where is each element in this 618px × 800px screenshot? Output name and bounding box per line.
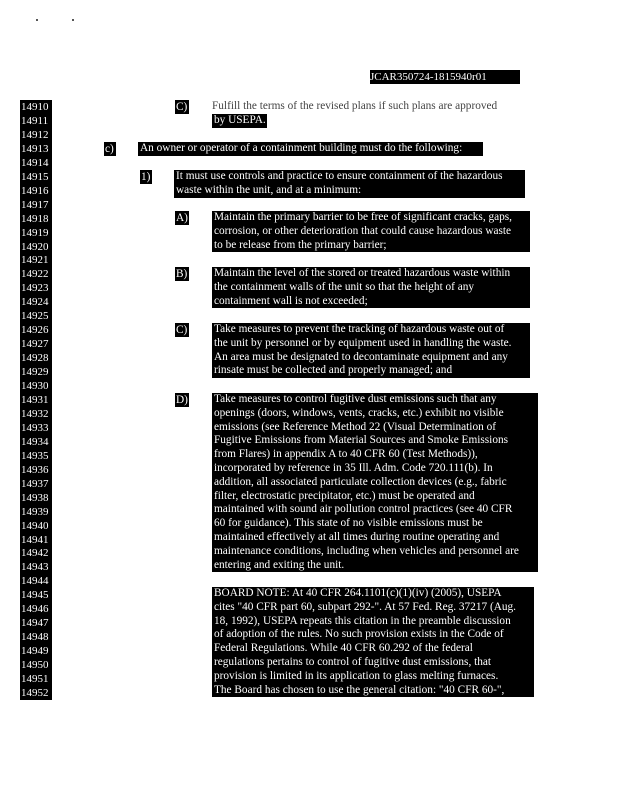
item-D-line-3: emissions (see Reference Method 22 (Visual Determination of: [214, 420, 496, 433]
line-number: 14910: [20, 100, 52, 114]
item-B-block: [212, 267, 530, 308]
item-1-block: [174, 170, 525, 198]
line-number: 14922: [20, 267, 52, 281]
line-number: 14952: [20, 686, 52, 700]
item-1-line-2: waste within the unit, and at a minimum:: [176, 183, 362, 196]
item-D-line-1: Take measures to control fugitive dust emissions such that any: [214, 393, 497, 405]
item-D-line-4: Fugitive Emissions from Material Sources and Smoke Emissions: [214, 434, 509, 447]
line-number: 14913: [20, 142, 52, 156]
item-B-line-3: containment wall is not exceeded;: [214, 294, 368, 307]
line-number: 14942: [20, 546, 52, 560]
board-note-line-2: cites "40 CFR part 60, subpart 292-". At 57 Fed. Reg. 37217 (Aug.: [214, 600, 516, 613]
line-number: 14912: [20, 128, 52, 142]
line-number: 14941: [20, 533, 52, 547]
line-number: 14949: [20, 644, 52, 658]
item-1-line-1: It must use controls and practice to ensure containment of the hazardous: [176, 170, 503, 182]
line-number: 14915: [20, 170, 52, 184]
line-number: 14926: [20, 323, 52, 337]
item-C-line-3: An area must be designated to decontaminate equipment and any: [214, 350, 508, 363]
item-c-text: An owner or operator of a containment building must do the following:: [138, 142, 483, 156]
line-number: 14933: [20, 421, 52, 435]
line-number: 14946: [20, 602, 52, 616]
line-number: 14920: [20, 240, 52, 254]
item-marker-c: c): [104, 142, 116, 156]
line-number: 14951: [20, 672, 52, 686]
item-D-line-2: openings (doors, windows, vents, cracks, etc.) exhibit no visible: [214, 406, 504, 419]
line-number: 14945: [20, 588, 52, 602]
line-number: 14916: [20, 184, 52, 198]
item-A-line-1: Maintain the primary barrier to be free of significant cracks, gaps,: [214, 211, 512, 223]
item-A-line-2: corrosion, or other deterioration that could cause hazardous waste: [214, 224, 512, 237]
item-D-line-5: from Flares) in appendix A to 40 CFR 60 (Test Methods)),: [214, 448, 478, 461]
scan-speck: [72, 19, 74, 21]
line-number: 14914: [20, 156, 52, 170]
board-note-line-5: Federal Regulations. While 40 CFR 60.292 of the federal: [214, 642, 473, 655]
line-number: 14950: [20, 658, 52, 672]
line-number: 14921: [20, 253, 52, 267]
line-number: 14919: [20, 226, 52, 240]
item-A-block: [212, 211, 530, 252]
item-B-line-2: the containment walls of the unit so that the height of any: [214, 280, 475, 293]
item-D-line-8: filter, electrostatic precipitator, etc.) must be operated and: [214, 489, 475, 502]
line-number: 14930: [20, 379, 52, 393]
board-note-line-1: BOARD NOTE: At 40 CFR 264.1101(c)(1)(iv) (2005), USEPA: [214, 587, 502, 599]
line-number: 14939: [20, 505, 52, 519]
line-number: 14944: [20, 574, 52, 588]
line-number: 14935: [20, 449, 52, 463]
line-number: 14937: [20, 477, 52, 491]
item-D-line-7: addition, all associated particulate collection devices (e.g., fabric: [214, 475, 507, 488]
line-number: 14928: [20, 351, 52, 365]
line-number: 14923: [20, 281, 52, 295]
line-number: 14936: [20, 463, 52, 477]
line-number: 14947: [20, 616, 52, 630]
board-note-line-3: 18, 1992), USEPA repeats this citation in the preamble discussion: [214, 614, 511, 627]
item-D-line-12: maintenance conditions, including when vehicles and personnel are: [214, 544, 519, 557]
item-C-block: [212, 323, 530, 378]
item-marker-A: A): [176, 212, 188, 224]
item-A-line-3: to be release from the primary barrier;: [214, 238, 387, 251]
item-marker-C-lower: C): [176, 101, 188, 113]
board-note-line-7: provision is limited in its application to glass melting furnaces.: [214, 669, 499, 682]
line-number: 14925: [20, 309, 52, 323]
item-C-lower-line-2: by USEPA.: [214, 114, 266, 126]
line-number: 14931: [20, 393, 52, 407]
line-number: 14940: [20, 519, 52, 533]
line-number: 14927: [20, 337, 52, 351]
item-D-line-10: 60 for guidance). This state of no visible emissions must be: [214, 517, 483, 530]
line-number: 14918: [20, 212, 52, 226]
line-number: 14932: [20, 407, 52, 421]
item-D-block: [212, 393, 538, 572]
item-marker-D: D): [176, 394, 188, 406]
item-marker-1: 1): [141, 171, 151, 183]
line-number: 14911: [20, 114, 52, 128]
line-number: 14948: [20, 630, 52, 644]
line-number: 14943: [20, 560, 52, 574]
line-number: 14917: [20, 198, 52, 212]
item-C-line-1: Take measures to prevent the tracking of hazardous waste out of: [214, 323, 505, 335]
board-note-block: [212, 587, 534, 697]
item-C-line-4: rinsate must be collected and properly managed; and: [214, 364, 453, 377]
board-note-line-4: of adoption of the rules. No such provision exists in the Code of: [214, 628, 504, 641]
item-C-line-2: the unit by personnel or by equipment used in handling the waste.: [214, 336, 512, 349]
item-B-line-1: Maintain the level of the stored or treated hazardous waste within: [214, 267, 511, 279]
item-D-line-6: incorporated by reference in 35 Ill. Adm. Code 720.111(b). In: [214, 461, 493, 474]
board-note-line-6: regulations pertains to control of fugitive dust emissions, that: [214, 655, 492, 668]
board-note-line-8: The Board has chosen to use the general citation: "40 CFR 60-",: [214, 683, 505, 696]
item-D-line-9: maintained with sound air pollution control practices (see 40 CFR: [214, 503, 513, 516]
item-marker-B: B): [176, 268, 188, 280]
line-number: 14934: [20, 435, 52, 449]
line-number: 14924: [20, 295, 52, 309]
line-number: 14929: [20, 365, 52, 379]
item-marker-C: C): [176, 324, 188, 336]
item-D-line-13: entering and exiting the unit.: [214, 558, 345, 571]
document-header-id: JCAR350724-1815940r01: [370, 70, 520, 84]
scan-speck: [36, 19, 38, 21]
item-C-lower-line-1: Fulfill the terms of the revised plans if such plans are approved: [212, 100, 498, 112]
item-D-line-11: maintained effectively at all times during routine operating and: [214, 530, 500, 543]
line-number: 14938: [20, 491, 52, 505]
